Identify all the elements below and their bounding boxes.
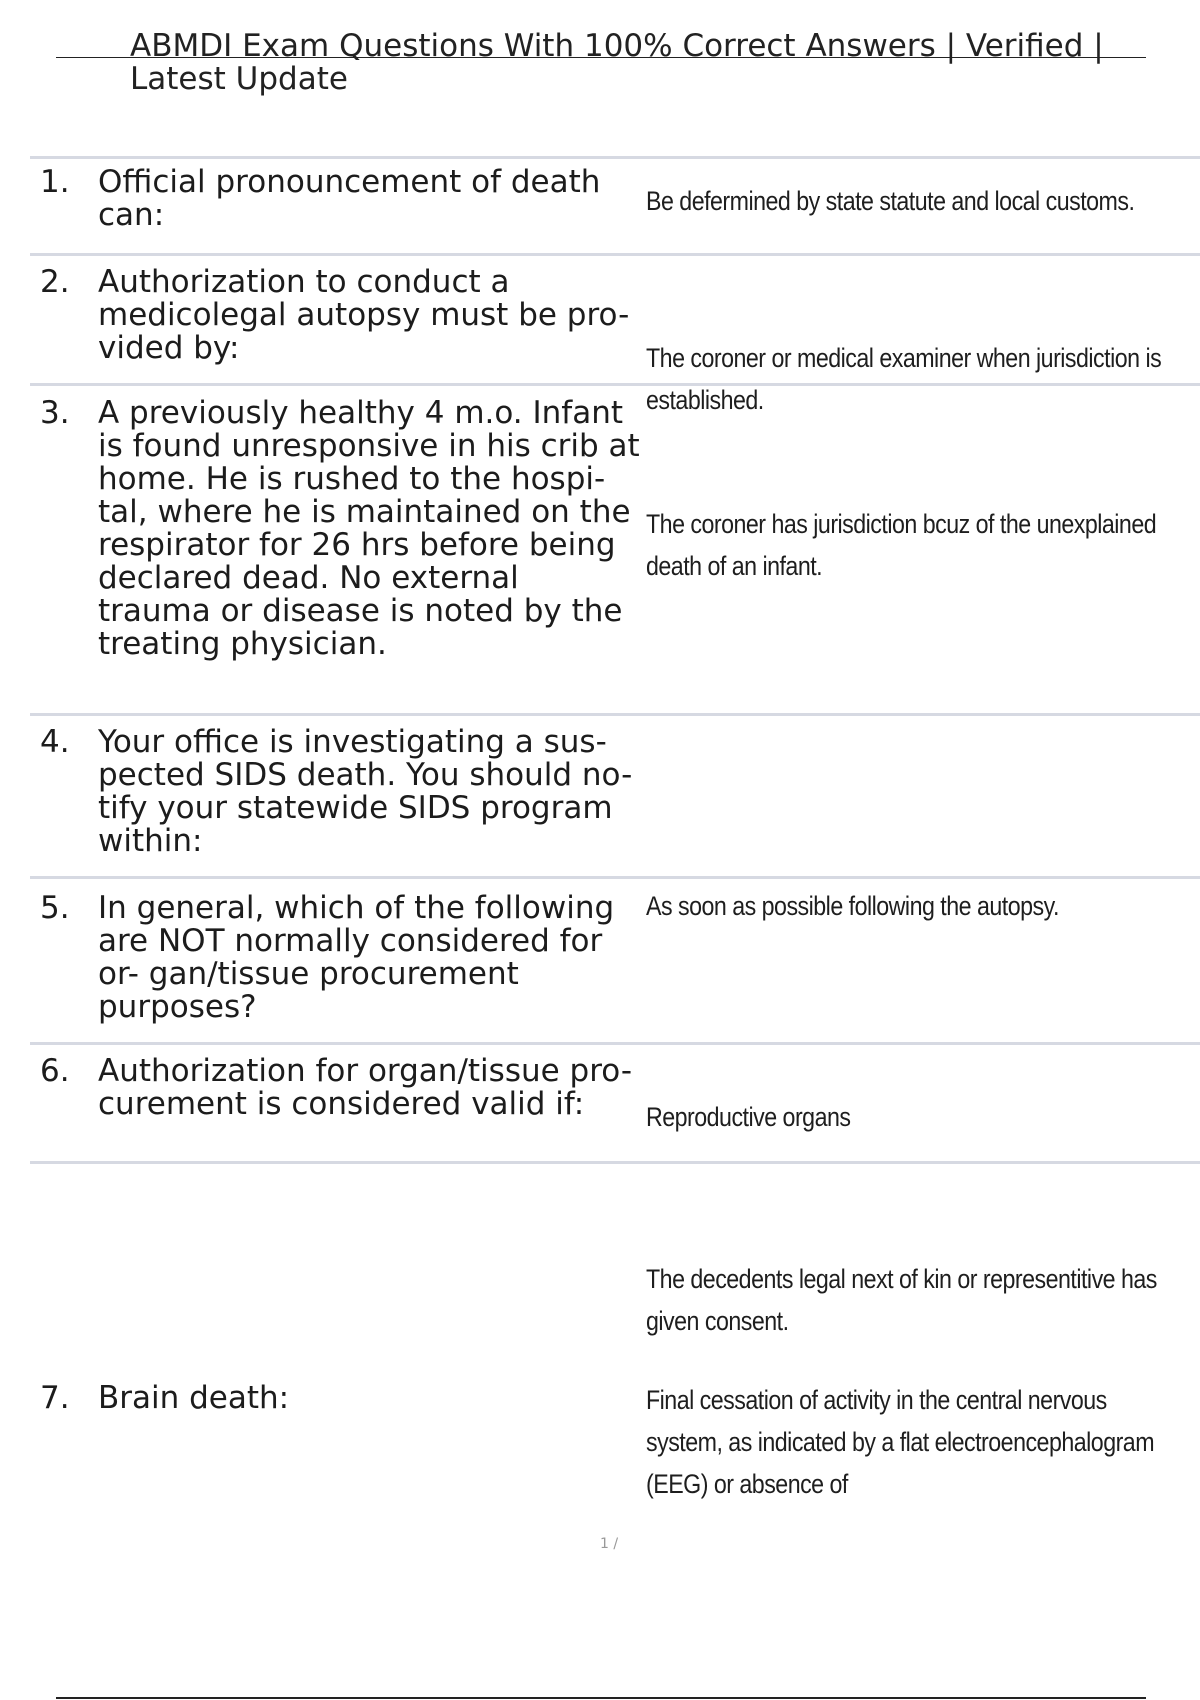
question-text: Official pronouncement of death can:	[98, 164, 601, 233]
question-text: Authorization to conduct a medicolegal autopsy must be pro- vided by:	[98, 264, 630, 366]
question-3	[40, 397, 640, 661]
answer-2: The coroner or medical examiner when jurisdiction is established.	[646, 343, 1162, 415]
answer-7: Final cessation of activity in the central nervous system, as indicated by a flat electroencephalogram (EEG) or absence of	[646, 1385, 1155, 1499]
page-number: 1 /	[600, 1536, 619, 1552]
row-divider	[30, 1161, 1200, 1164]
row-divider	[30, 253, 1200, 256]
row-divider	[30, 1042, 1200, 1045]
question-number: 4.	[40, 724, 70, 760]
answer-1: Be defermined by state statute and local customs.	[646, 186, 1135, 216]
question-2	[40, 266, 640, 365]
question-number: 7.	[40, 1380, 70, 1416]
question-1	[40, 166, 640, 232]
question-number: 6.	[40, 1053, 70, 1089]
answer-6: The decedents legal next of kin or representitive has given consent.	[646, 1264, 1157, 1336]
row-divider	[30, 876, 1200, 879]
answer-3: The coroner has jurisdiction bcuz of the unexplained death of an infant.	[646, 509, 1157, 581]
question-text: A previously healthy 4 m.o. Infant is found unresponsive in his crib at home. He is rushed to the hospi- tal, where he is maintained on the respirator for 26 hrs before being declared dead. No external trauma or disease is noted by the treating physician.	[98, 395, 640, 662]
document-title: ABMDI Exam Questions With 100% Correct Answers | Verified | Latest Update	[130, 28, 1104, 97]
footer-rule	[56, 1697, 1146, 1699]
row-divider	[30, 713, 1200, 716]
question-number: 2.	[40, 264, 70, 300]
question-number: 3.	[40, 395, 70, 431]
answer-4: As soon as possible following the autopsy.	[646, 891, 1059, 921]
question-5	[40, 892, 640, 1024]
question-number: 5.	[40, 890, 70, 926]
question-4	[40, 726, 640, 858]
question-text: Your office is investigating a sus- pected SIDS death. You should no- tify your statewide SIDS program within:	[98, 724, 633, 859]
question-text: Authorization for organ/tissue pro- curement is considered valid if:	[98, 1053, 633, 1122]
question-text: Brain death:	[98, 1380, 290, 1416]
answer-5: Reproductive organs	[646, 1102, 851, 1132]
question-text: In general, which of the following are NOT normally considered for or- gan/tissue procurement purposes?	[98, 890, 615, 1025]
row-divider	[30, 383, 1200, 386]
question-number: 1.	[40, 164, 70, 200]
question-7	[40, 1382, 640, 1415]
row-divider	[30, 156, 1200, 159]
question-6	[40, 1055, 640, 1121]
